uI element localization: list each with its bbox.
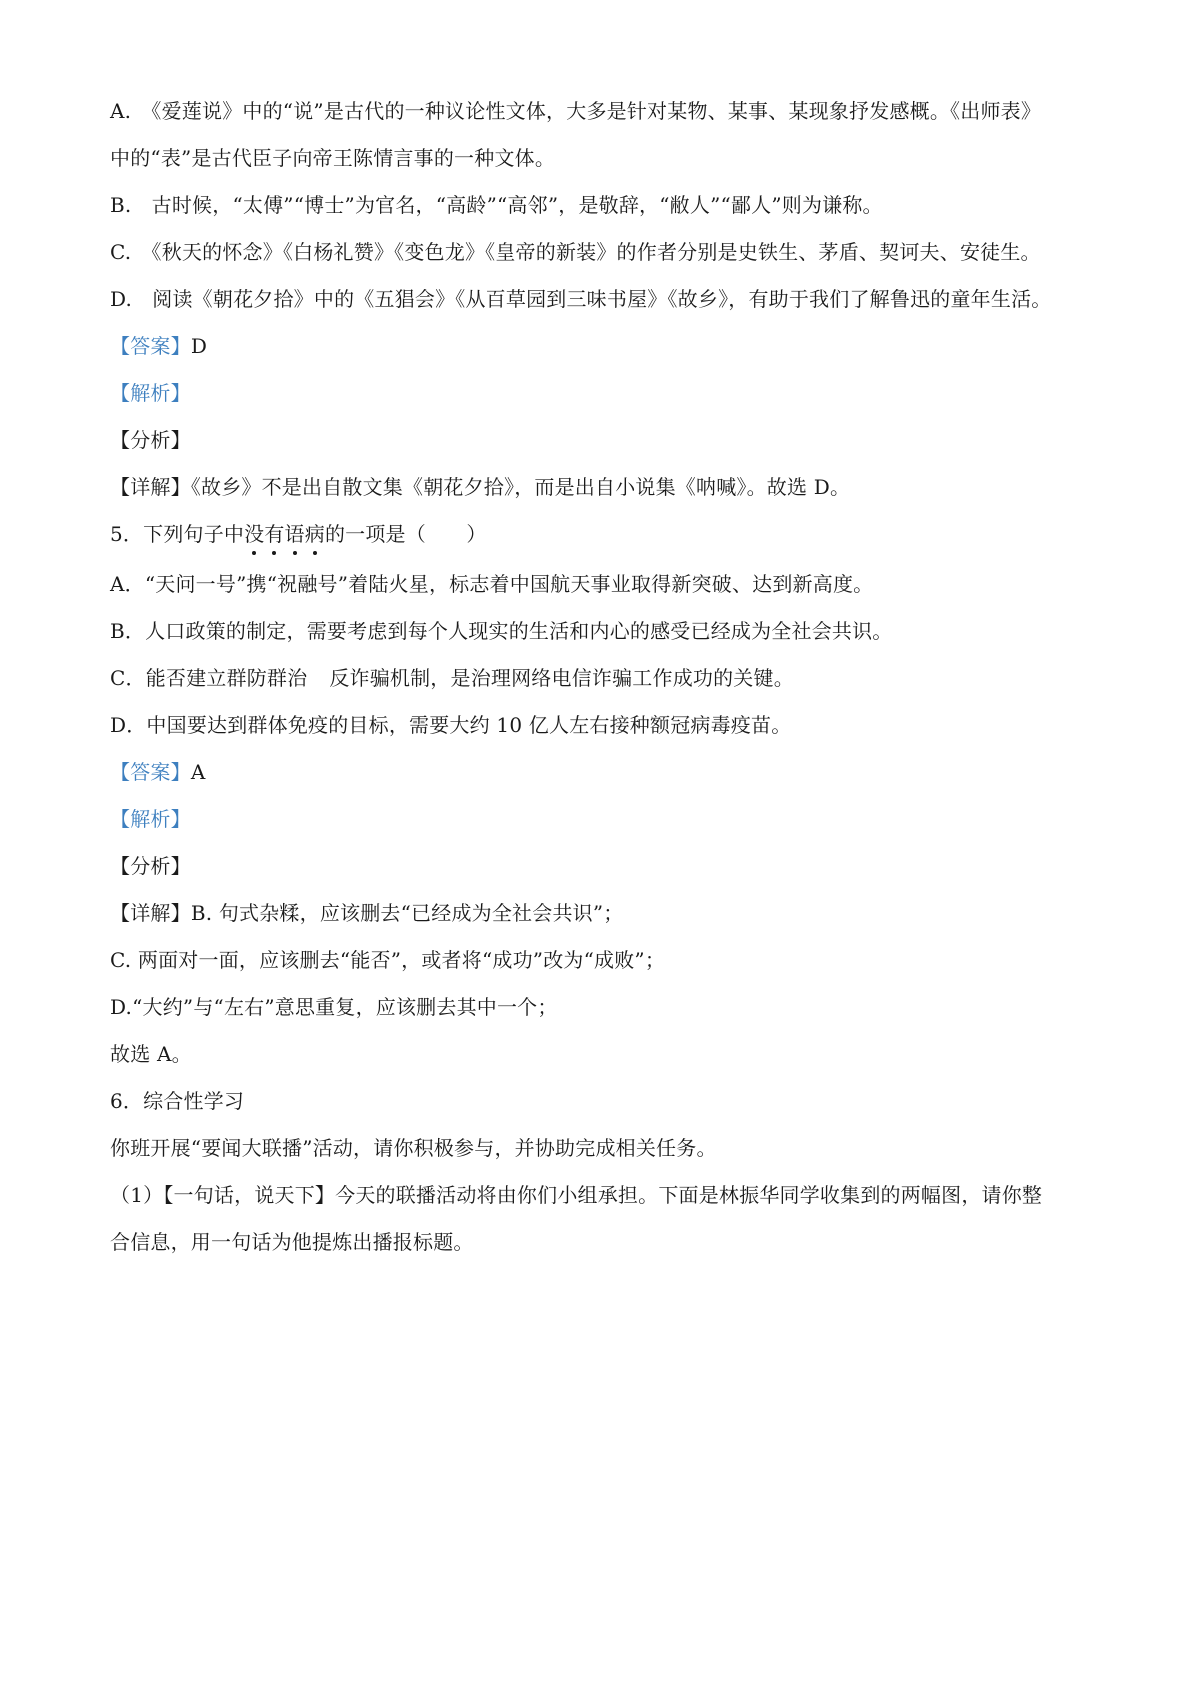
answer-value: D <box>190 334 208 358</box>
q4-fenxi <box>110 425 1100 455</box>
q5-emph-char-2: 有 <box>264 519 284 549</box>
q5-option-b: B．人口政策的制定，需要考虑到每个人现实的生活和内心的感受已经成为全社会共识。 <box>110 619 893 643</box>
fenxi-tag: 【分析】 <box>110 854 191 878</box>
q5-detail-3: D.“大约”与“左右”意思重复，应该删去其中一个； <box>110 995 558 1019</box>
detail-text: 《故乡》不是出自散文集《朝花夕拾》，而是出自小说集《呐喊》。故选 D。 <box>190 475 851 499</box>
q6-sub1-line1: （1）【一句话，说天下】今天的联播活动将由你们小组承担。下面是林振华同学收集到的两幅图，请你整 <box>110 1183 1043 1207</box>
q5-option-c-part1: C．能否建立群防群治 <box>110 666 308 690</box>
fenxi-tag: 【分析】 <box>110 428 191 452</box>
q5-stem <box>110 519 1100 549</box>
q5-emph-char-3: 语 <box>285 519 305 549</box>
q5-option-c <box>110 663 1100 693</box>
detail-tag: 【详解】 <box>110 901 191 925</box>
q5-option-a: A．“天问一号”携“祝融号”着陆火星，标志着中国航天事业取得新突破、达到新高度。 <box>110 572 874 596</box>
analysis-tag: 【解析】 <box>110 381 191 405</box>
document-page <box>110 96 1100 1274</box>
answer-value: A <box>190 760 206 784</box>
q4-option-b: B. 古时候，“太傅”“博士”为官名，“高龄”“高邻”，是敬辞，“敝人”“鄙人”则为谦称。 <box>110 193 883 217</box>
detail-text: B. 句式杂糅，应该删去“已经成为全社会共识”； <box>190 901 624 925</box>
q6-intro: 你班开展“要闻大联播”活动，请你积极参与，并协助完成相关任务。 <box>110 1136 717 1160</box>
q4-option-c: C. 《秋天的怀念》《白杨礼赞》《变色龙》《皇帝的新装》的作者分别是史铁生、茅盾、契诃夫、安徒生。 <box>110 240 1041 264</box>
q5-stem-suffix: 的一项是（ ） <box>324 522 487 546</box>
q5-analysis <box>110 804 1100 834</box>
q6-sub1-line2: 合信息，用一句话为他提炼出播报标题。 <box>110 1230 474 1254</box>
q4-detail <box>110 472 1100 502</box>
q4-option-a-line2: 中的“表”是古代臣子向帝王陈情言事的一种文体。 <box>110 146 556 170</box>
q5-detail-2: C. 两面对一面，应该删去“能否”，或者将“成功”改为“成败”； <box>110 948 666 972</box>
q4-option-d: D. 阅读《朝花夕拾》中的《五猖会》《从百草园到三味书屋》《故乡》，有助于我们了解鲁迅的童年生活。 <box>110 287 1052 311</box>
q5-stem-prefix: 5．下列句子中 <box>110 522 245 546</box>
answer-tag: 【答案】 <box>110 760 191 784</box>
q5-option-c-part2: 反诈骗机制，是治理网络电信诈骗工作成功的关键。 <box>329 666 794 690</box>
q5-answer <box>110 757 1100 787</box>
answer-tag: 【答案】 <box>110 334 191 358</box>
q5-detail-1 <box>110 898 1100 928</box>
q5-emph-char-4: 病 <box>305 519 325 549</box>
detail-tag: 【详解】 <box>110 475 191 499</box>
q5-detail-4: 故选 A。 <box>110 1042 192 1066</box>
q6-title: 6．综合性学习 <box>110 1089 245 1113</box>
q5-emph-char-1: 没 <box>244 519 264 549</box>
q4-option-a-line1: A. 《爱莲说》中的“说”是古代的一种议论性文体，大多是针对某物、某事、某现象抒发感概。《出师表》 <box>110 99 1042 123</box>
q5-option-d: D．中国要达到群体免疫的目标，需要大约 10 亿人左右接种额冠病毒疫苗。 <box>110 713 792 737</box>
q4-analysis <box>110 378 1100 408</box>
q5-fenxi <box>110 851 1100 881</box>
q4-answer <box>110 331 1100 361</box>
analysis-tag: 【解析】 <box>110 807 191 831</box>
